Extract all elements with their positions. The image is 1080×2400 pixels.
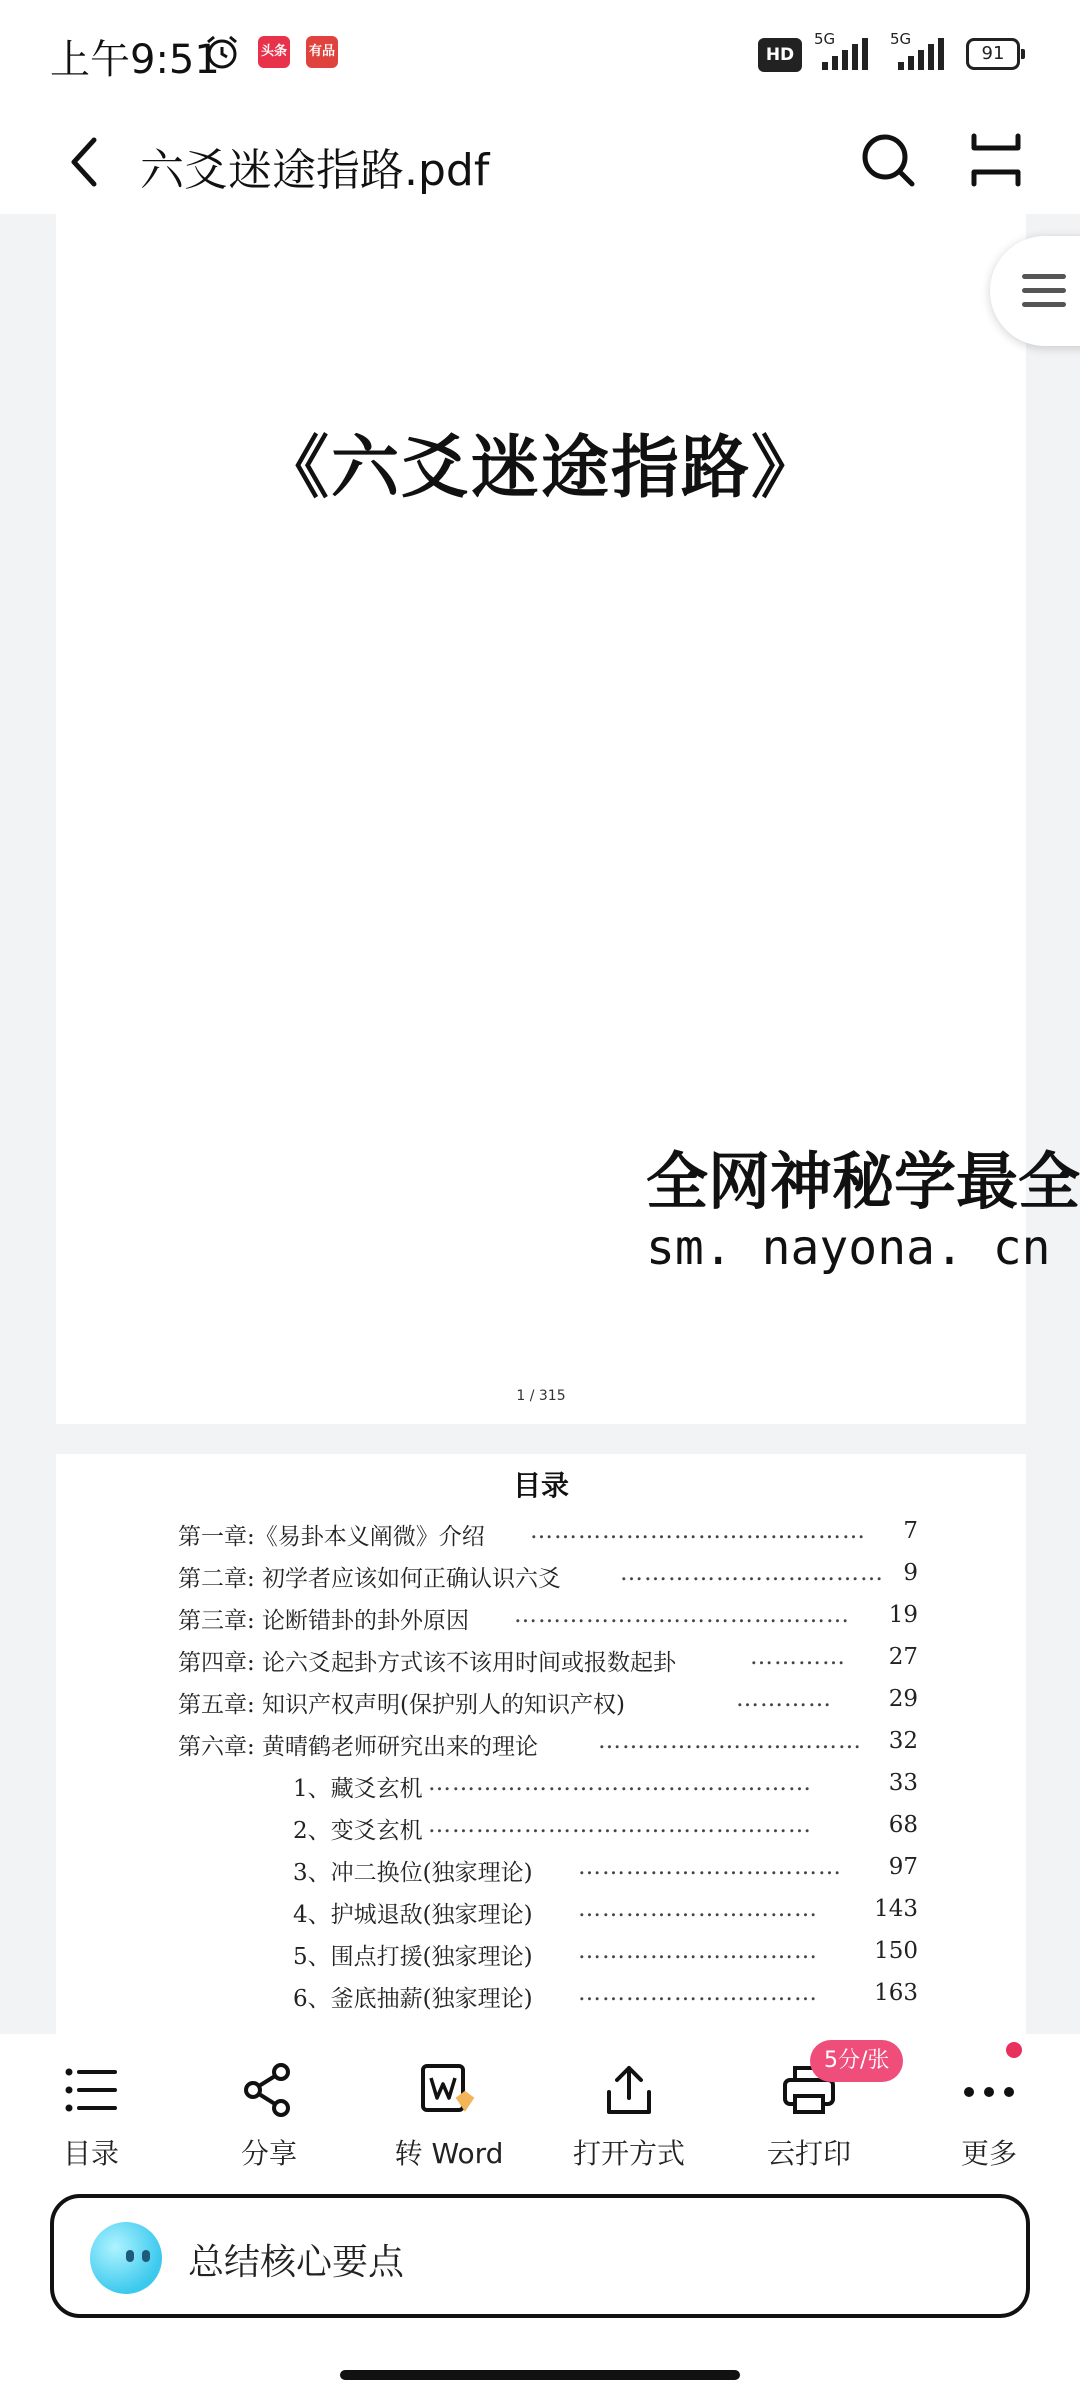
hd-voice-icon: HD	[758, 38, 802, 72]
page-number: 1 / 315	[516, 1388, 566, 1404]
search-icon[interactable]	[858, 130, 918, 190]
watermark-url: sm. nayona. cn	[646, 1220, 1051, 1276]
pdf-page	[56, 1454, 1026, 2034]
alarm-icon	[204, 34, 240, 70]
price-badge: 5分/张	[810, 2040, 903, 2082]
toc-item[interactable]: 5、围点打援(独家理论) ………………………… 150	[293, 1938, 918, 1970]
ai-assistant-icon	[90, 2222, 162, 2294]
signal-icon: 5G	[890, 30, 950, 72]
cloud-print-button[interactable]: 云打印	[734, 2048, 884, 2178]
toc-item[interactable]: 1、藏爻玄机 ………………………………………… 33	[293, 1770, 918, 1802]
toc-item[interactable]: 第三章: 论断错卦的卦外原因 …………………………………… 19	[178, 1602, 918, 1634]
more-icon	[959, 2062, 1019, 2118]
toc-item[interactable]: 第五章: 知识产权声明(保护别人的知识产权) ………… 29	[178, 1686, 918, 1718]
toc-list	[178, 1512, 918, 2016]
toc-item[interactable]: 第六章: 黄晴鹤老师研究出来的理论 …………………………… 32	[178, 1728, 918, 1760]
toc-button[interactable]: 目录	[16, 2048, 166, 2178]
bottom-toolbar	[0, 2034, 1080, 2194]
signal-icon: 5G	[814, 30, 874, 72]
toc-item[interactable]: 第二章: 初学者应该如何正确认识六爻 …………………………… 9	[178, 1560, 918, 1592]
home-indicator[interactable]	[340, 2370, 740, 2380]
news-app-icon: 头条	[258, 36, 290, 68]
toc-item[interactable]: 第一章:《易卦本义阐微》介绍 …………………………………… 7	[178, 1518, 918, 1550]
summary-area	[0, 2194, 1080, 2400]
share-icon	[241, 2062, 297, 2118]
more-button[interactable]: 更多	[914, 2048, 1064, 2178]
open-with-button[interactable]: 打开方式	[554, 2048, 704, 2178]
toc-title: 目录	[512, 1469, 569, 1502]
document-title: 六爻迷途指路.pdf	[140, 145, 490, 196]
menu-icon	[1022, 274, 1066, 279]
convert-to-word-button[interactable]: 转 Word	[374, 2048, 524, 2178]
watermark-text: 全网神秘学最全	[646, 1145, 1080, 1218]
page-title: 《六爻迷途指路》	[260, 428, 821, 508]
notification-dot	[1006, 2042, 1022, 2058]
status-bar	[0, 0, 1080, 110]
pdf-page	[56, 214, 1080, 1424]
battery-icon: 91	[966, 38, 1020, 70]
toc-item[interactable]: 第四章: 论六爻起卦方式该不该用时间或报数起卦 ………… 27	[178, 1644, 918, 1676]
toc-item[interactable]: 6、釜底抽薪(独家理论) ………………………… 163	[293, 1980, 918, 2012]
status-time: 上午9:51	[50, 37, 220, 83]
fit-width-icon[interactable]	[966, 130, 1026, 190]
header	[0, 110, 1080, 214]
toc-item[interactable]: 4、护城退敌(独家理论) ………………………… 143	[293, 1896, 918, 1928]
share-button[interactable]: 分享	[194, 2048, 344, 2178]
back-icon[interactable]	[60, 130, 110, 194]
document-viewer[interactable]	[0, 214, 1080, 2034]
word-convert-icon	[419, 2062, 479, 2118]
summary-prompt: 总结核心要点	[188, 2242, 405, 2283]
list-icon	[63, 2062, 119, 2118]
toc-item[interactable]: 3、冲二换位(独家理论) …………………………… 97	[293, 1854, 918, 1886]
export-icon	[601, 2062, 657, 2118]
ai-summary-input[interactable]	[50, 2194, 1030, 2318]
toc-item[interactable]: 2、变爻玄机 ………………………………………… 68	[293, 1812, 918, 1844]
shop-app-icon: 有品	[306, 36, 338, 68]
